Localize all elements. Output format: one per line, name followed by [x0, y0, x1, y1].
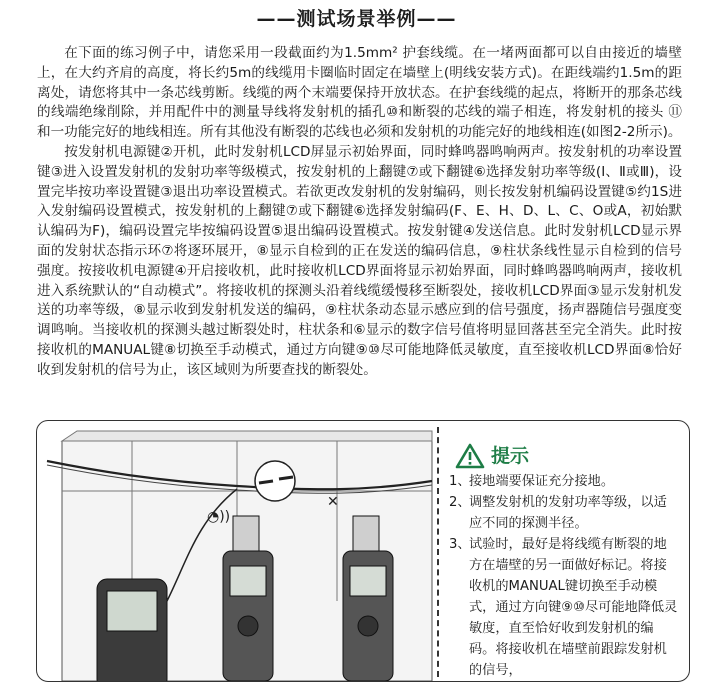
tip-number: 2、	[449, 495, 471, 510]
paragraph-1: 在下面的练习例子中，请您采用一段截面约为1.5mm² 护套线缆。在一堵两面都可以自由接近的墙壁上，在大约齐肩的高度，将长约5m的线缆用卡圈临时固定在墙壁上(明线安装方式)。在距线端约1.5m的距离处，请您将其中一条芯线剪断。线缆的两个末端要保持开放状态。在护套线缆的起点，将断开的那条芯线的线端绝缘削除，并用配件中的测量导线将发射机的插孔⑩和断裂的芯线的端子相连，将发射机的接头 ⑪ 和一功能完好的地线相连。所有其他没有断裂的芯线也必须和发射机的功能完好的地线相连(如图2-2所示)。	[37, 45, 682, 141]
tips-panel	[449, 443, 679, 681]
tip-text: 接地端要保证充分接地。	[469, 474, 615, 489]
tip-item	[449, 534, 679, 681]
svg-text:✕: ✕	[327, 494, 339, 510]
tip-number: 3、	[449, 537, 471, 552]
tips-title: 提示	[491, 444, 530, 467]
tip-number: 1、	[449, 474, 471, 489]
figure-divider	[437, 427, 439, 677]
test-scene-figure	[36, 420, 690, 682]
svg-text:◔)): ◔))	[207, 509, 231, 525]
tip-text: 调整发射机的发射功率等级，以适应不同的探测半径。	[469, 495, 667, 531]
section-title: ——测试场景举例——	[256, 8, 457, 30]
tip-text: 试验时，最好是将线缆有断裂的地方在墙壁的另一面做好标记。将接收机的MANUAL键切换至手动模式，通过方向键⑨⑩尽可能地降低灵敏度，直至恰好收到发射机的编码。将接收机在墙壁前跟踪发射机的信号，	[469, 537, 678, 678]
warning-icon	[455, 443, 485, 469]
wall-scene-illustration	[37, 421, 437, 681]
tips-header	[455, 443, 679, 469]
tip-item	[449, 492, 679, 534]
paragraph-2: 按发射机电源键②开机，此时发射机LCD屏显示初始界面，同时蜂鸣器鸣响两声。按发射机的功率设置键③进入设置发射机的发射功率等级模式，按发射机的上翻键⑦或下翻键⑥选择发射功率等级(Ⅰ、Ⅱ或Ⅲ)，设置完毕按功率设置键③退出功率设置模式。若欲更改发射机的发射编码，则长按发射机编码设置键⑤约1S进入发射编码设置模式，按发射机的上翻键⑦或下翻键⑥选择发射编码(F、E、H、D、L、C、O或A，初始默认编码为F)，编码设置完毕按编码设置⑤退出编码设置模式。按发射键④发送信息。此时发射机LCD显示界面的发射状态指示环⑦将逐环展开，⑧显示自检到的正在发送的编码信息，⑨柱状条线性显示自检到的信号强度。按接收机电源键④开启接收机，此时接收机LCD界面将显示初始界面，同时蜂鸣器鸣响两声，接收机进入系统默认的“自动模式”。将接收机的探测头沿着线缆缓慢移至断裂处，接收机LCD界面③显示发射机发送的功率等级，⑧显示收到发射机发送的编码，⑨柱状条动态显示感应到的信号强度，扬声器随信号强度变调鸣响。当接收机的探测头越过断裂处时，柱状条和⑥显示的数字信号值将明显回落甚至完全消失。此时按接收机的MANUAL键⑧切换至手动模式，通过方向键⑨⑩尽可能地降低灵敏度，直至接收机LCD界面⑧恰好收到发射机的信号为止，该区域则为所要查找的断裂处。	[37, 143, 682, 378]
body-text	[37, 44, 682, 381]
tip-item	[449, 471, 679, 492]
tips-list	[449, 471, 679, 681]
